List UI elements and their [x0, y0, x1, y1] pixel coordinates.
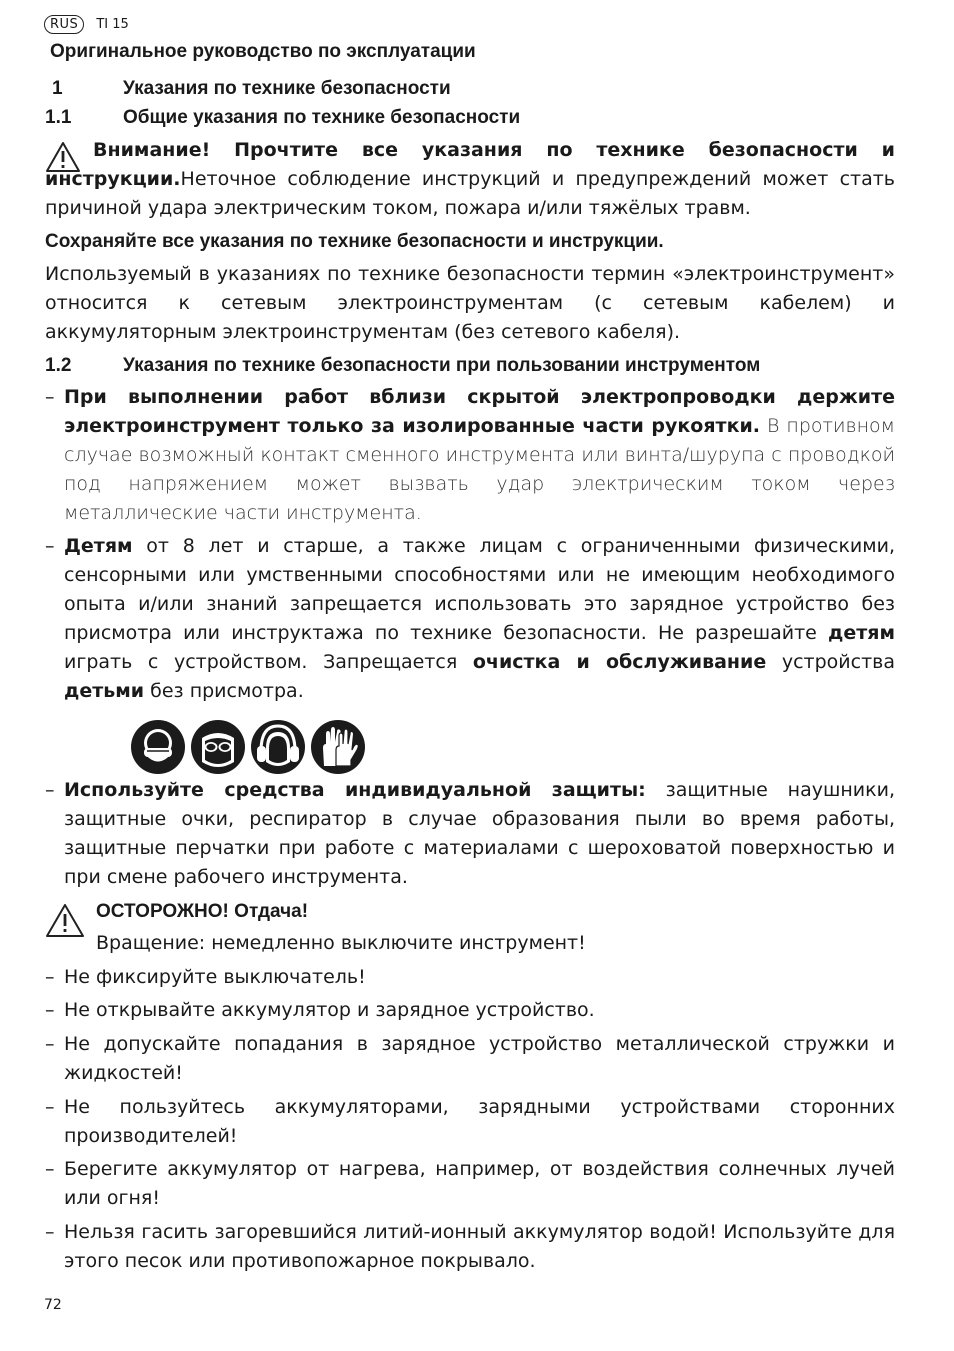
respirator-icon	[130, 718, 186, 776]
section-number: 1	[52, 78, 63, 99]
bullet-bold: детям	[828, 622, 895, 644]
list-item	[45, 1218, 895, 1276]
list-item-text: Не открывайте аккумулятор и зарядное устройство.	[64, 999, 595, 1021]
document-title: Оригинальное руководство по эксплуатации	[50, 41, 476, 62]
section-number: 1.1	[45, 107, 72, 128]
bullet-dash: –	[45, 966, 55, 988]
gloves-icon	[310, 718, 366, 776]
bullet-children	[45, 532, 895, 706]
bullet-dash: –	[45, 535, 55, 557]
bullet-bold: очистка и обслуживание	[472, 651, 767, 673]
bullet-text: от 8 лет и старше, а также лицам с ограниченными физическими, сенсорными или умственными способностями или не имеющим необходимого опыта и/или знаний запрещается использовать это зарядное устройство без присмотра или инструктажа по технике безопасности. Не разрешайте	[64, 535, 895, 644]
list-item	[45, 963, 895, 992]
model-label: TI 15	[96, 16, 129, 32]
warning-triangle-icon	[45, 903, 85, 939]
warning-1-bold: Внимание! Прочтите все указания по технике безопасности и инструкции.	[45, 139, 895, 190]
bullet-ppe	[45, 776, 895, 892]
section-title: Указания по технике безопасности при пользовании инструментом	[123, 355, 761, 376]
list-item-text: Берегите аккумулятор от нагрева, например, от воздействия солнечных лучей или огня!	[64, 1158, 895, 1209]
bullet-dash: –	[45, 386, 55, 408]
bullet-bold: Используйте средства индивидуальной защиты:	[64, 779, 646, 801]
list-item-text: Не допускайте попадания в зарядное устройство металлической стружки и жидкостей!	[64, 1033, 895, 1084]
list-item-text: Не фиксируйте выключатель!	[64, 966, 366, 988]
bullet-dash: –	[45, 779, 55, 801]
section-title: Указания по технике безопасности	[123, 78, 451, 99]
bullet-text: устройства	[766, 651, 896, 673]
list-item	[45, 1155, 895, 1213]
ppe-icons-row	[130, 718, 366, 776]
list-item	[45, 1030, 895, 1088]
page-number: 72	[44, 1297, 62, 1313]
bullet-wiring	[45, 383, 895, 528]
warning-1-line	[45, 136, 895, 223]
list-item-text: Не пользуйтесь аккумуляторами, зарядными устройствами сторонних производителей!	[64, 1096, 895, 1147]
list-item	[45, 996, 895, 1025]
bullet-text: играть с устройством. Запрещается	[64, 651, 473, 673]
list-item	[45, 1093, 895, 1151]
bullet-text: В противном случае возможный контакт сменного инструмента или винта/шурупа с проводкой под напряжением может вызвать удар электрическим током через металлические части инструмента.	[64, 415, 895, 524]
bullet-dash: –	[45, 1033, 55, 1055]
bullet-text: защитные наушники, защитные очки, респиратор в случае образования пыли во время работы, защитные перчатки при работе с материалами с шероховатой поверхностью и при смене рабочего инструмента.	[64, 779, 895, 888]
bullet-dash: –	[45, 1158, 55, 1180]
bullet-bold: детьми	[64, 680, 145, 702]
section-title: Общие указания по технике безопасности	[123, 107, 521, 128]
list-item-text: Нельзя гасить загоревшийся литий-ионный аккумулятор водой! Используйте для этого песок или противопожарное покрывало.	[64, 1221, 895, 1272]
kickback-warning-text: Вращение: немедленно выключите инструмент!	[96, 932, 586, 954]
term-paragraph: Используемый в указаниях по технике безопасности термин «электроинструмент» относится к сетевым электроинструментам (с сетевым кабелем) и аккумуляторным электроинструментам (без сетевого кабеля).	[45, 263, 895, 343]
language-badge: RUS	[44, 15, 84, 34]
bullet-dash: –	[45, 1221, 55, 1243]
safety-goggles-icon	[190, 718, 246, 776]
page-header	[44, 12, 129, 36]
bullet-bold: Детям	[64, 535, 133, 557]
bullet-bold: При выполнении работ вблизи скрытой электропроводки держите электроинструмент только за изолированные части рукоятки.	[64, 386, 895, 437]
bullet-text: без присмотра.	[144, 680, 304, 702]
keep-instructions-note: Сохраняйте все указания по технике безопасности и инструкции.	[45, 231, 664, 252]
section-number: 1.2	[45, 355, 72, 376]
kickback-warning-title: ОСТОРОЖНО! Отдача!	[96, 901, 309, 922]
bullet-dash: –	[45, 999, 55, 1021]
bullet-dash: –	[45, 1096, 55, 1118]
warning-1-text: Неточное соблюдение инструкций и предупреждений может стать причиной удара электрическим током, пожара и/или тяжёлых травм.	[45, 168, 895, 219]
ear-protection-icon	[250, 718, 306, 776]
